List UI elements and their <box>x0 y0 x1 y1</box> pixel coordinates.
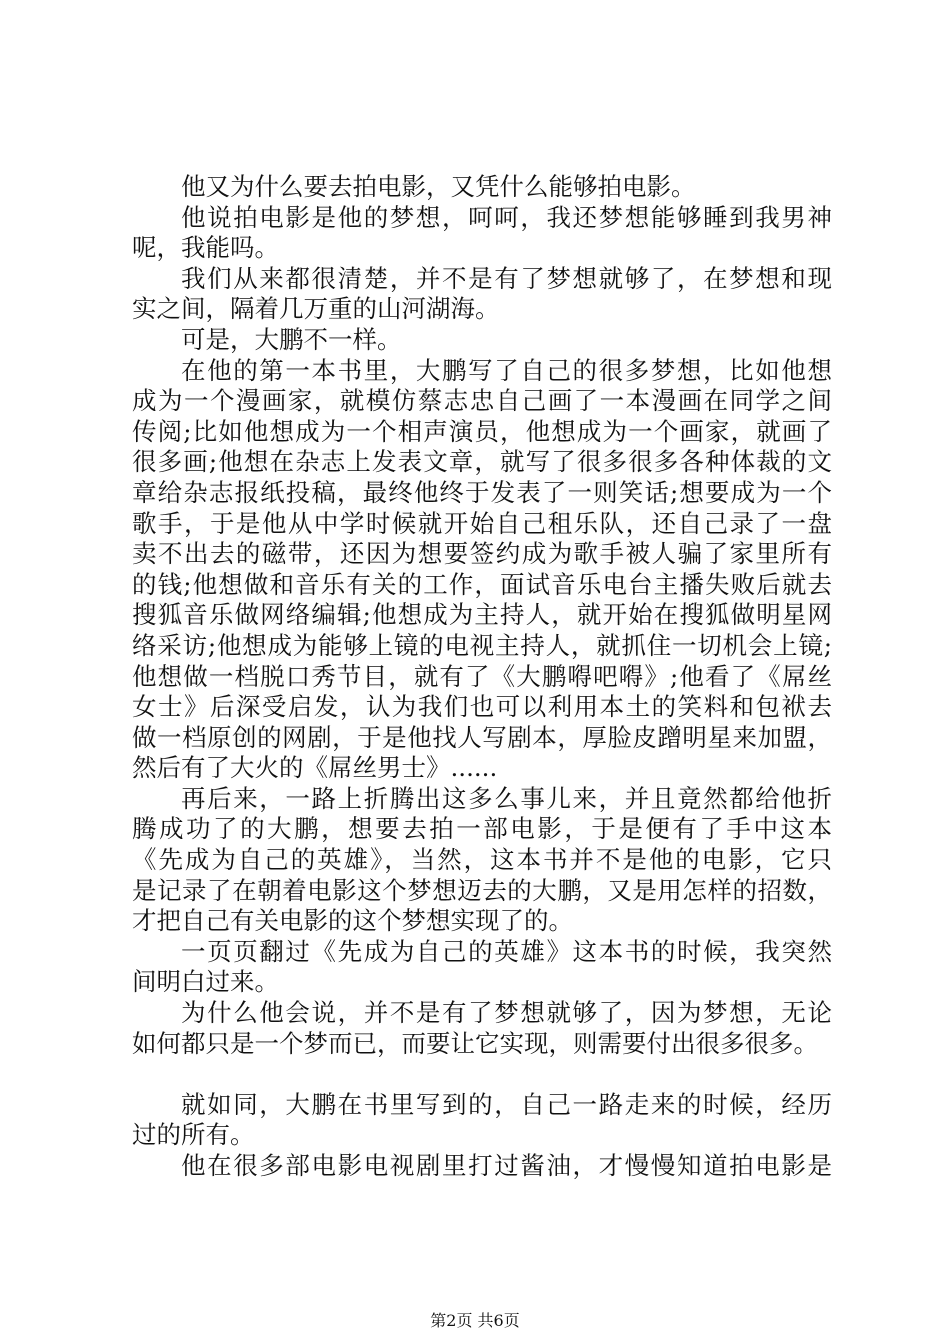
text-line: 才把自己有关电影的这个梦想实现了的。 <box>132 906 573 936</box>
text-line: 搜狐音乐做网络编辑;他想成为主持人，就开始在搜狐做明星网 <box>132 600 832 630</box>
text-line: 他想做一档脱口秀节目，就有了《大鹏嘚吧嘚》;他看了《屌丝 <box>132 661 832 691</box>
text-line: 为什么他会说，并不是有了梦想就够了，因为梦想，无论 <box>181 998 832 1028</box>
text-line: 腾成功了的大鹏，想要去拍一部电影，于是便有了手中这本 <box>132 814 832 844</box>
text-line: 就如同，大鹏在书里写到的，自己一路走来的时候，经历 <box>181 1089 832 1119</box>
text-line: 我们从来都很清楚，并不是有了梦想就够了，在梦想和现 <box>181 263 832 293</box>
text-line: 再后来，一路上折腾出这多么事儿来，并且竟然都给他折 <box>181 783 832 813</box>
text-line: 他说拍电影是他的梦想，呵呵，我还梦想能够睡到我男神 <box>181 202 832 232</box>
text-line: 在他的第一本书里，大鹏写了自己的很多梦想，比如他想 <box>181 355 832 385</box>
text-line: 成为一个漫画家，就模仿蔡志忠自己画了一本漫画在同学之间 <box>132 386 832 416</box>
text-line: 然后有了大火的《屌丝男士》...... <box>132 753 498 783</box>
text-line: 是记录了在朝着电影这个梦想迈去的大鹏，又是用怎样的招数， <box>132 875 832 905</box>
text-line: 一页页翻过《先成为自己的英雄》这本书的时候，我突然 <box>181 936 832 966</box>
blank-line <box>132 1059 832 1090</box>
text-line: 呢，我能吗。 <box>132 233 279 263</box>
text-line: 很多画;他想在杂志上发表文章，就写了很多很多各种体裁的文 <box>132 447 832 477</box>
body-text <box>132 172 832 1182</box>
text-line: 实之间，隔着几万重的山河湖海。 <box>132 294 500 324</box>
text-line: 女士》后深受启发，认为我们也可以利用本土的笑料和包袱去 <box>132 692 832 722</box>
text-line: 如何都只是一个梦而已，而要让它实现，则需要付出很多很多。 <box>132 1028 818 1058</box>
text-line: 可是，大鹏不一样。 <box>181 324 402 354</box>
text-line: 歌手，于是他从中学时候就开始自己租乐队，还自己录了一盘 <box>132 508 832 538</box>
text-line: 《先成为自己的英雄》，当然，这本书并不是他的电影，它只 <box>132 845 832 875</box>
text-line: 的钱;他想做和音乐有关的工作，面试音乐电台主播失败后就去 <box>132 569 832 599</box>
text-line: 传阅;比如他想成为一个相声演员，他想成为一个画家，就画了 <box>132 416 832 446</box>
page-number-footer: 第2页 共6页 <box>430 1311 520 1330</box>
text-line: 他在很多部电影电视剧里打过酱油，才慢慢知道拍电影是 <box>181 1151 832 1180</box>
text-line: 卖不出去的磁带，还因为想要签约成为歌手被人骗了家里所有 <box>132 539 832 569</box>
text-line: 他又为什么要去拍电影，又凭什么能够拍电影。 <box>181 172 696 201</box>
text-line: 络采访;他想成为能够上镜的电视主持人，就抓住一切机会上镜; <box>132 630 832 660</box>
text-line: 过的所有。 <box>132 1120 255 1150</box>
text-line: 间明白过来。 <box>132 967 279 997</box>
text-line: 章给杂志报纸投稿，最终他终于发表了一则笑话;想要成为一个 <box>132 477 832 507</box>
text-line: 做一档原创的网剧，于是他找人写剧本，厚脸皮蹭明星来加盟， <box>132 722 832 752</box>
